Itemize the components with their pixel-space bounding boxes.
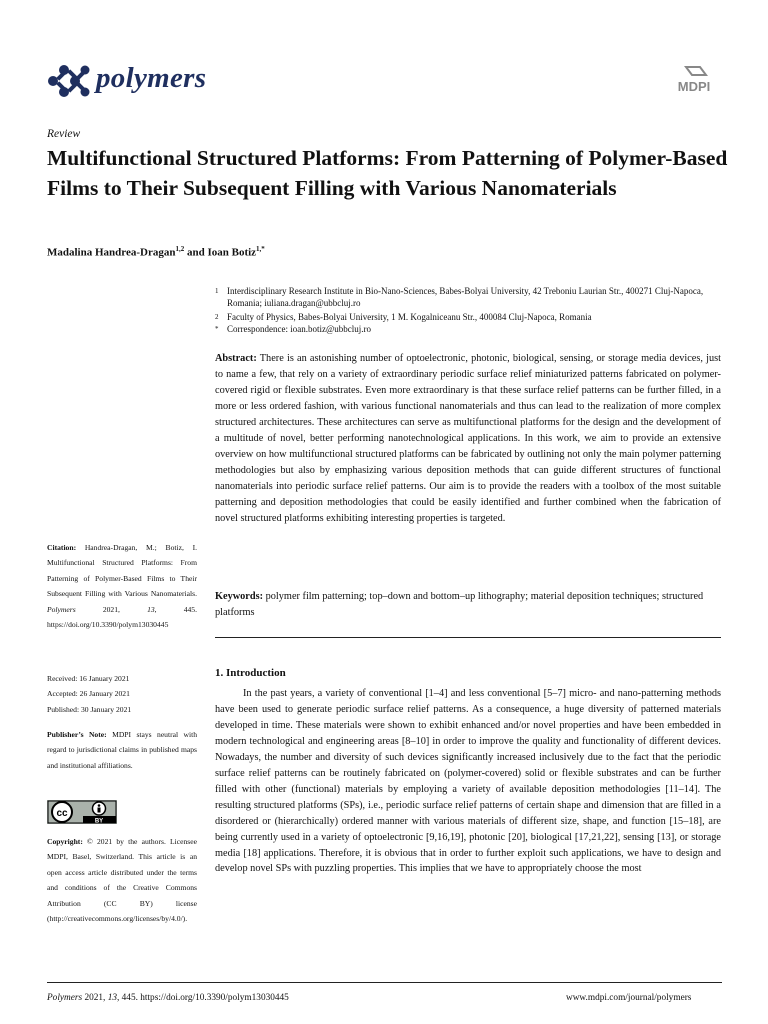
cc-by-license-icon[interactable] [47, 800, 117, 824]
copyright-block [47, 834, 197, 926]
author-list [47, 245, 265, 259]
citation-label: Citation: [47, 543, 77, 552]
author-connector: and [184, 246, 208, 259]
journal-name: polymers [96, 62, 207, 94]
author-affiliation-marker: 1,2 [175, 245, 185, 253]
citation-year: 2021, [75, 604, 148, 614]
author-name[interactable]: Ioan Botiz [207, 246, 257, 259]
abstract [215, 351, 721, 526]
mdpi-logo-text: MDPI [677, 79, 711, 94]
by-text: BY [94, 818, 104, 824]
citation-journal: Polymers [47, 604, 76, 614]
section-heading: 1. Introduction [215, 667, 286, 679]
article-dates [47, 671, 131, 717]
publisher-note [47, 727, 197, 773]
footer-year: 2021, [82, 993, 108, 1003]
affiliation-text: Faculty of Physics, Babes-Bolyai University, 1 M. Kogalniceanu Str., 400084 Cluj-Napoca, Romania [227, 312, 592, 322]
citation-volume: 13 [147, 604, 155, 614]
keywords-text: polymer film patterning; top–down and bottom–up lithography; material deposition techniques; structured platforms [215, 591, 704, 618]
affiliation-marker: 1 [215, 287, 219, 295]
section-body: In the past years, a variety of conventional [1–4] and less conventional [5–7] micro- and nano-patterning methods have been used to generate periodic surface relief patterns. As a consequence, a huge diversity of patterned materials developed in time. These materials were shown to exhibit enhanced and/or novel properties and have been embedded in modern technological and engineering areas [8–10] in order to improve the quality and functionality of different devices. Nowadays, the number and diversity of such devices significantly increased inclusively due to the fact that the periodic surface relief patterns can be routinely fabricated on (polymer-covered) solid or flexible substrates and can be further filled with other (functional) materials by employing a variety of available deposition methodologies [11–14]. The resulting structured platforms (SPs), i.e., periodic surface relief patterns of certain shape and dimension that are filled in a disordered or (hierarchically) ordered manner with various materials of different size, shape, and function [15–18], are being currently used in a variety of optoelectronic [9,16,19], photonic [20], biological [17,21,22], sensing [13], or storage media [18] applications. Therefore, it is obvious that in order to further exploit such applications, we have to design and develop novel SPs with puzzling properties. This implies that we have to appropriately choose the most [215, 688, 721, 875]
received-date: Received: 16 January 2021 [47, 674, 130, 683]
keywords [215, 589, 721, 621]
affiliation-2 [215, 311, 725, 323]
affiliation-1 [215, 285, 725, 309]
copyright-text: © 2021 by the authors. Licensee MDPI, Basel, Switzerland. This article is an open access article distributed under the terms and conditions of the Creative Commons Attribution (CC BY) license (http://creativecommons.org/licenses/by/4.0/). [47, 837, 197, 924]
affiliation-text: Interdisciplinary Research Institute in Bio-Nano-Sciences, Babes-Bolyai University, 42 Treboniu Laurian Str., 400271 Cluj-Napoca, Romania; iuliana.dragan@ubbcluj.ro [227, 286, 704, 308]
published-date: Published: 30 January 2021 [47, 704, 132, 714]
affiliation-3 [215, 323, 725, 335]
citation-doi[interactable]: , 445. https://doi.org/10.3390/polym13030445 [47, 604, 197, 630]
keywords-label: Keywords: [215, 591, 264, 602]
footer-citation [47, 993, 289, 1003]
author-name[interactable]: Madalina Handrea-Dragan [47, 246, 176, 259]
section-divider [215, 637, 721, 638]
publisher-note-label: Publisher’s Note: [47, 730, 107, 739]
cc-text: cc [56, 808, 68, 819]
footer-doi[interactable]: , 445. https://doi.org/10.3390/polym13030445 [117, 993, 289, 1003]
abstract-label: Abstract: [215, 353, 257, 364]
footer-journal: Polymers [47, 993, 83, 1003]
citation-text: Handrea-Dragan, M.; Botiz, I. Multifunctional Structured Platforms: From Patterning of Polymer-Based Films to Their Subsequent Filling with Various Nanomaterials. [47, 543, 197, 599]
article-title: Multifunctional Structured Platforms: From Patterning of Polymer-Based Films to Their Subsequent Filling with Various Nanomaterials [47, 146, 728, 200]
accepted-date: Accepted: 26 January 2021 [47, 689, 130, 699]
footer-journal-url[interactable]: www.mdpi.com/journal/polymers [566, 993, 692, 1003]
correspondence-text: Correspondence: ioan.botiz@ubbcluj.ro [227, 324, 371, 334]
abstract-text: There is an astonishing number of optoelectronic, photonic, biological, sensing, or storage media devices, just to name a few, that rely on a variety of extraordinary periodic surface relief miniaturized patterns fabricated on polymer-covered rigid or flexible substrates. Even more extraordinary is that these surface relief patterns can be further filled, in a more or less ordered fashion, with various functional nanomaterials and thus can lead to the realization of more complex structured architectures. These architectures can serve as multifunctional platforms for the design and the development of a multitude of novel, better performing nanotechnological applications. In this work, we aim to provide an extensive overview on how multifunctional structured platforms can be fabricated by outlining not only the main polymer patterning methodologies but also by emphasizing various deposition methods that can guide different structures of functional nanomaterials into periodic surface relief patterns. Our aim is to provide the readers with a toolbox of the most suitable patterning and deposition methodologies that could be easily identified and further combined when the fabrication of novel structured platforms exhibiting interesting properties is targeted. [215, 353, 722, 524]
citation-block [47, 540, 197, 632]
mdpi-logo-icon [666, 65, 722, 95]
affiliation-marker: 2 [215, 313, 219, 321]
copyright-label: Copyright: [47, 837, 83, 846]
article-type: Review [47, 128, 81, 140]
footer-divider [47, 982, 722, 983]
author-affiliation-marker: 1,* [256, 245, 265, 253]
polymers-logo-icon [47, 62, 91, 100]
affiliation-marker: * [215, 325, 219, 333]
publisher-note-text: MDPI stays neutral with regard to jurisdictional claims in published maps and institutional affiliations. [47, 730, 197, 770]
footer-volume: 13 [107, 993, 117, 1003]
